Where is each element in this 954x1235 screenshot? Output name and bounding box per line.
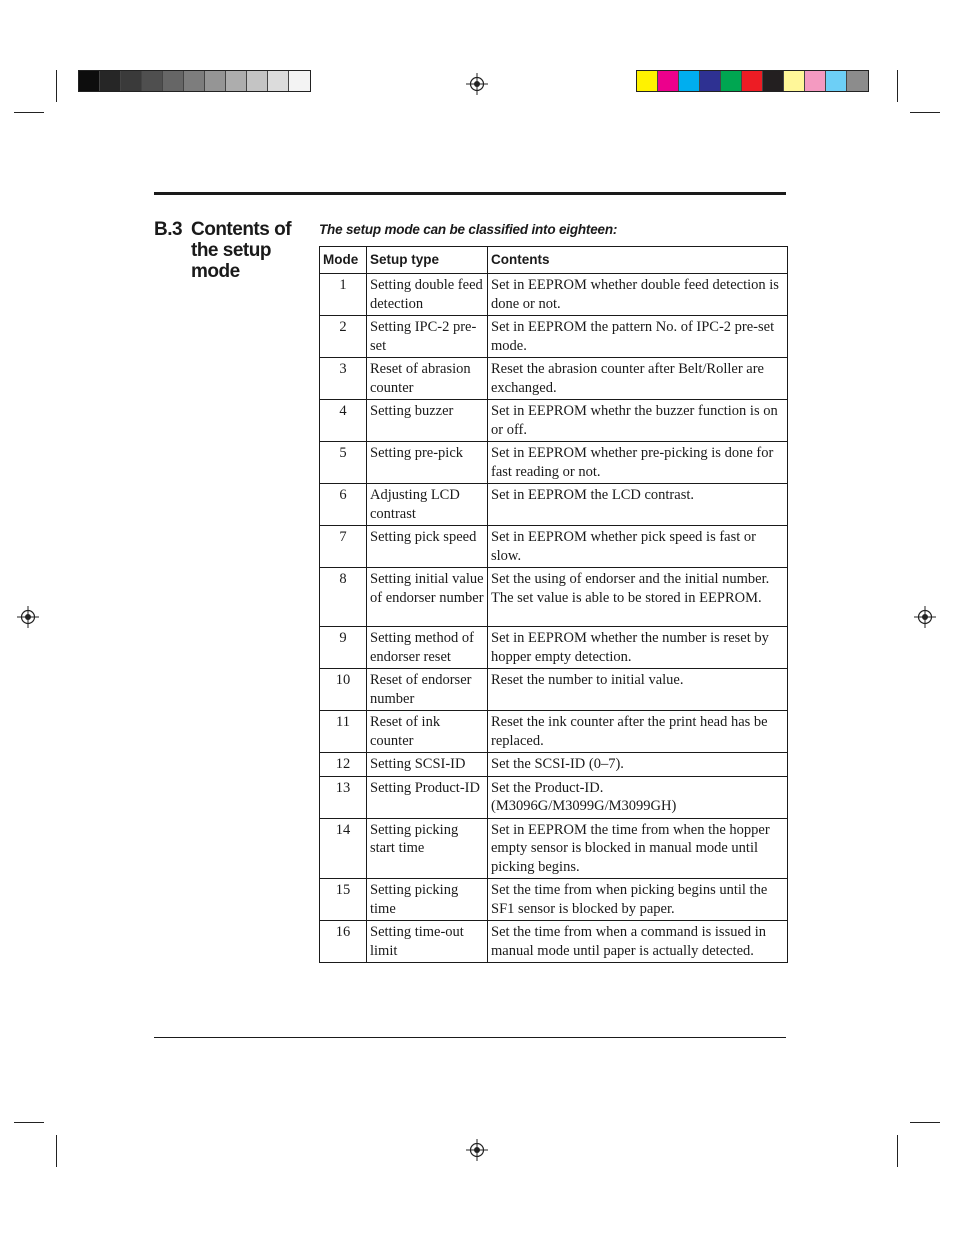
- contents-cell: Set in EEPROM the pattern No. of IPC-2 pre-set mode.: [488, 316, 788, 358]
- setup-type-cell: Setting time-out limit: [367, 921, 488, 963]
- contents-cell: Reset the number to initial value.: [488, 669, 788, 711]
- crop-mark: [56, 70, 57, 102]
- crop-mark: [14, 112, 44, 113]
- table-row: [320, 669, 788, 711]
- contents-cell: Set the time from when picking begins until the SF1 sensor is blocked by paper.: [488, 879, 788, 921]
- contents-cell: Set in EEPROM whether double feed detection is done or not.: [488, 274, 788, 316]
- mode-cell: 1: [320, 274, 367, 316]
- setup-type-cell: Setting IPC-2 pre-set: [367, 316, 488, 358]
- calibration-swatch: [679, 71, 700, 91]
- mode-cell: 11: [320, 711, 367, 753]
- table-row: [320, 568, 788, 627]
- calibration-swatch: [226, 71, 247, 91]
- calibration-swatch: [142, 71, 163, 91]
- setup-type-cell: Setting picking start time: [367, 818, 488, 879]
- mode-cell: 16: [320, 921, 367, 963]
- table-row: [320, 484, 788, 526]
- contents-cell: Set in EEPROM whether pick speed is fast or slow.: [488, 526, 788, 568]
- setup-type-cell: Setting double feed detection: [367, 274, 488, 316]
- calibration-swatch: [268, 71, 289, 91]
- calibration-swatch: [763, 71, 784, 91]
- mode-cell: 10: [320, 669, 367, 711]
- table-row: [320, 818, 788, 879]
- calibration-swatch: [184, 71, 205, 91]
- setup-type-cell: Setting pick speed: [367, 526, 488, 568]
- setup-type-cell: Setting initial value of endorser number: [367, 568, 488, 627]
- setup-type-cell: Setting SCSI-ID: [367, 753, 488, 777]
- contents-cell: Set in EEPROM whethr the buzzer function is on or off.: [488, 400, 788, 442]
- calibration-swatch: [637, 71, 658, 91]
- setup-type-cell: Reset of ink counter: [367, 711, 488, 753]
- calibration-swatch: [205, 71, 226, 91]
- table-row: [320, 711, 788, 753]
- header-rule: [154, 192, 786, 195]
- table-row: [320, 776, 788, 818]
- mode-cell: 14: [320, 818, 367, 879]
- registration-mark-icon: [466, 73, 488, 95]
- table-header-row: [320, 247, 788, 274]
- crop-mark: [56, 1135, 57, 1167]
- table-row: [320, 879, 788, 921]
- setup-type-cell: Setting Product-ID: [367, 776, 488, 818]
- table-row: [320, 442, 788, 484]
- setup-type-cell: Reset of abrasion counter: [367, 358, 488, 400]
- mode-cell: 5: [320, 442, 367, 484]
- mode-cell: 7: [320, 526, 367, 568]
- footer-rule: [154, 1037, 786, 1038]
- setup-mode-table: [319, 246, 788, 963]
- mode-cell: 8: [320, 568, 367, 627]
- crop-mark: [897, 1135, 898, 1167]
- contents-cell: Set in EEPROM the time from when the hopper empty sensor is blocked in manual mode until picking begins.: [488, 818, 788, 879]
- registration-mark-icon: [466, 1139, 488, 1161]
- calibration-swatch: [100, 71, 121, 91]
- section-number: B.3: [154, 219, 183, 240]
- setup-type-cell: Adjusting LCD contrast: [367, 484, 488, 526]
- table-row: [320, 921, 788, 963]
- section-title: Contents of the setup mode: [191, 219, 292, 282]
- table-row: [320, 358, 788, 400]
- mode-cell: 4: [320, 400, 367, 442]
- setup-type-cell: Setting buzzer: [367, 400, 488, 442]
- mode-cell: 13: [320, 776, 367, 818]
- grayscale-calibration-bar: [78, 70, 311, 92]
- setup-type-cell: Setting pre-pick: [367, 442, 488, 484]
- mode-cell: 12: [320, 753, 367, 777]
- calibration-swatch: [700, 71, 721, 91]
- table-row: [320, 526, 788, 568]
- contents-cell: Set the time from when a command is issued in manual mode until paper is actually detected.: [488, 921, 788, 963]
- registration-mark-icon: [17, 606, 39, 628]
- calibration-swatch: [658, 71, 679, 91]
- contents-cell: Set the Product-ID. (M3096G/M3099G/M3099GH): [488, 776, 788, 818]
- calibration-swatch: [805, 71, 826, 91]
- calibration-swatch: [163, 71, 184, 91]
- mode-cell: 9: [320, 627, 367, 669]
- color-calibration-bar: [636, 70, 869, 92]
- setup-type-cell: Setting picking time: [367, 879, 488, 921]
- calibration-swatch: [289, 71, 310, 91]
- contents-cell: Reset the abrasion counter after Belt/Roller are exchanged.: [488, 358, 788, 400]
- mode-cell: 3: [320, 358, 367, 400]
- crop-mark: [910, 112, 940, 113]
- calibration-swatch: [721, 71, 742, 91]
- calibration-swatch: [742, 71, 763, 91]
- mode-cell: 6: [320, 484, 367, 526]
- contents-cell: Set the SCSI-ID (0–7).: [488, 753, 788, 777]
- table-row: [320, 400, 788, 442]
- calibration-swatch: [847, 71, 868, 91]
- contents-cell: Set in EEPROM whether the number is reset by hopper empty detection.: [488, 627, 788, 669]
- crop-mark: [14, 1122, 44, 1123]
- mode-cell: 2: [320, 316, 367, 358]
- crop-mark: [897, 70, 898, 102]
- calibration-swatch: [826, 71, 847, 91]
- calibration-swatch: [121, 71, 142, 91]
- contents-cell: Set the using of endorser and the initial number. The set value is able to be stored in EEPROM.: [488, 568, 788, 627]
- table-row: [320, 274, 788, 316]
- calibration-swatch: [247, 71, 268, 91]
- setup-type-cell: Reset of endorser number: [367, 669, 488, 711]
- crop-mark: [910, 1122, 940, 1123]
- column-header-setup-type: Setup type: [367, 247, 488, 274]
- contents-cell: Set in EEPROM the LCD contrast.: [488, 484, 788, 526]
- mode-cell: 15: [320, 879, 367, 921]
- setup-type-cell: Setting method of endorser reset: [367, 627, 488, 669]
- table-row: [320, 627, 788, 669]
- registration-mark-icon: [914, 606, 936, 628]
- table-row: [320, 753, 788, 777]
- contents-cell: Reset the ink counter after the print head has be replaced.: [488, 711, 788, 753]
- intro-text: The setup mode can be classified into eighteen:: [319, 222, 618, 237]
- calibration-swatch: [79, 71, 100, 91]
- contents-cell: Set in EEPROM whether pre-picking is done for fast reading or not.: [488, 442, 788, 484]
- column-header-mode: Mode: [320, 247, 367, 274]
- column-header-contents: Contents: [488, 247, 788, 274]
- table-row: [320, 316, 788, 358]
- calibration-swatch: [784, 71, 805, 91]
